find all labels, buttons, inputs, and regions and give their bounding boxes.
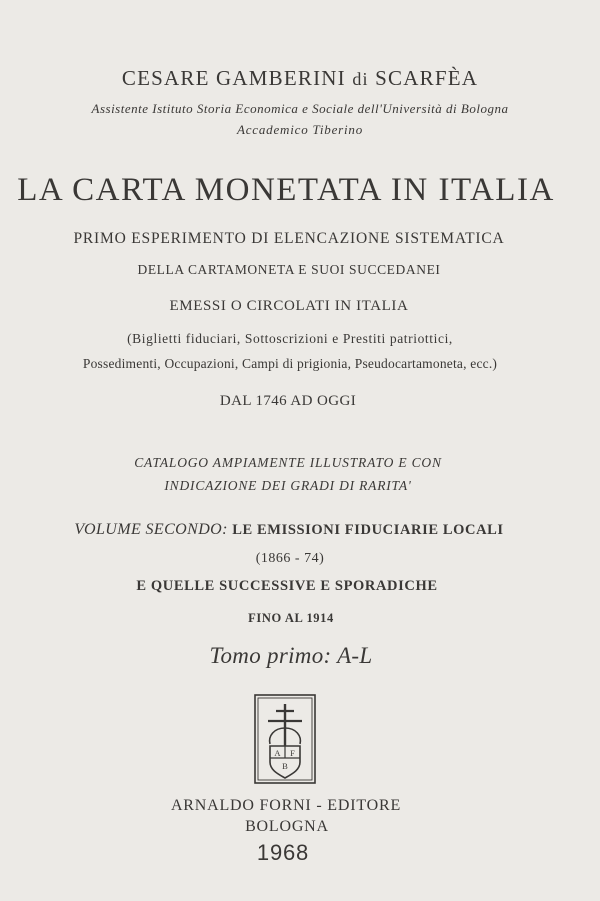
catalog-line-2: INDICAZIONE DEI GRADI DI RARITA' — [164, 478, 412, 493]
mark-letter-a: A — [274, 748, 281, 758]
parenthetical-line-1: (Biglietti fiduciari, Sottoscrizioni e Prestiti patriottici, — [127, 331, 453, 346]
mark-letter-b: B — [282, 761, 288, 771]
author-surname: SCARFÈA — [375, 66, 479, 90]
subtitle-line-1: PRIMO ESPERIMENTO DI ELENCAZIONE SISTEMATICA — [73, 230, 505, 247]
author-affiliation: Assistente Istituto Storia Economica e Sociale dell'Università di Bologna — [91, 101, 509, 116]
author-line — [0, 66, 600, 91]
author-academy: Accademico Tiberino — [236, 122, 364, 137]
author-particle: di — [352, 69, 369, 89]
subtitle-line-2: DELLA CARTAMONETA E SUOI SUCCEDANEI — [137, 262, 441, 277]
volume-label: VOLUME SECONDO: — [74, 521, 228, 538]
volume-line — [0, 521, 589, 539]
mark-letter-f: F — [290, 748, 295, 758]
author-name: CESARE GAMBERINI — [121, 66, 346, 90]
catalog-line-1: CATALOGO AMPIAMENTE ILLUSTRATO E CON — [134, 455, 442, 470]
publisher-name: ARNALDO FORNI - EDITORE — [170, 797, 402, 814]
parenthetical-line-2: Possedimenti, Occupazioni, Campi di prigionia, Pseudocartamoneta, ecc.) — [82, 356, 498, 371]
volume-years: (1866 - 74) — [255, 551, 325, 566]
publication-year: 1968 — [256, 840, 310, 865]
book-title: LA CARTA MONETATA IN ITALIA — [17, 172, 555, 208]
volume-title: LE EMISSIONI FIDUCIARIE LOCALI — [232, 522, 504, 538]
date-range: DAL 1746 AD OGGI — [219, 393, 357, 409]
volume-continuation: E QUELLE SUCCESSIVE E SPORADICHE — [136, 578, 438, 594]
publisher-city: BOLOGNA — [245, 818, 329, 835]
tome-label: Tomo primo: A-L — [209, 643, 373, 668]
subtitle-line-3: EMESSI O CIRCOLATI IN ITALIA — [169, 298, 409, 314]
volume-end: FINO AL 1914 — [248, 611, 334, 625]
publisher-mark-icon — [254, 694, 316, 784]
